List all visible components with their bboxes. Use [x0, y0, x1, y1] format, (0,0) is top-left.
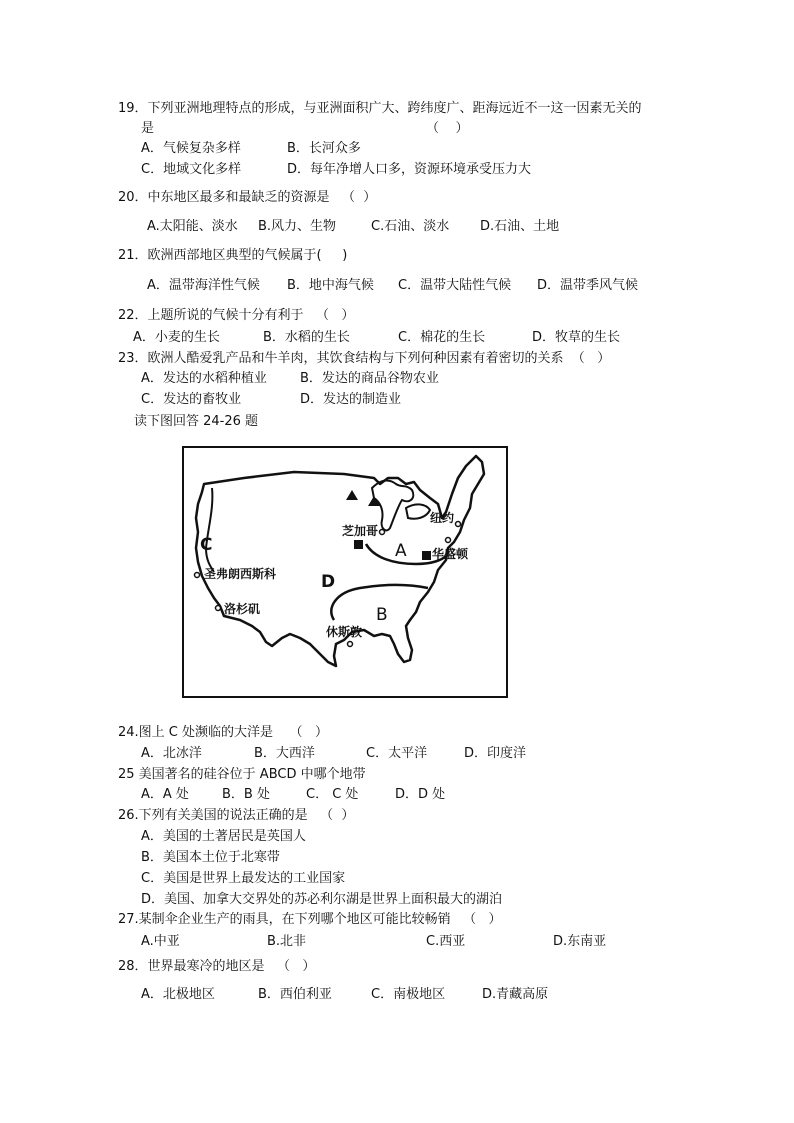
- q19-answer-paren: （ ）: [426, 121, 469, 136]
- q26-option-c: C．美国是世界上最发达的工业国家: [141, 871, 346, 886]
- houston-label: 休斯敦: [326, 625, 363, 639]
- q21-option-a: A．温带海洋性气候: [147, 278, 260, 293]
- lake-erie-outline: [406, 504, 430, 518]
- san-francisco-dot: [195, 573, 200, 578]
- q23-option-a: A．发达的水稻种植业: [141, 371, 267, 386]
- chicago-label: 芝加哥: [342, 524, 379, 538]
- q25-option-c: C． C 处: [306, 787, 359, 802]
- mine-triangle-1: [346, 490, 358, 500]
- q21-stem: 21．欧洲西部地区典型的气候属于( ): [118, 248, 348, 263]
- q22-stem: 22．上题所说的气候十分有利于 （ ）: [118, 308, 355, 323]
- q24-stem: 24.图上 C 处濒临的大洋是 （ ）: [118, 725, 328, 740]
- q21-option-d: D．温带季风气候: [537, 278, 639, 293]
- q20-option-b: B.风力、生物: [258, 219, 337, 234]
- q24-option-d: D．印度洋: [464, 746, 527, 761]
- industry-square-1: [354, 540, 363, 549]
- q27-option-d: D.东南亚: [553, 934, 607, 949]
- q23-stem: 23．欧洲人酷爱乳产品和牛羊肉，其饮食结构与下列何种因素有着密切的关系 （ ）: [118, 351, 611, 366]
- q22-option-d: D．牧草的生长: [532, 330, 621, 345]
- q28-option-c: C．南极地区: [371, 987, 446, 1002]
- west-mountain-line: [206, 488, 214, 572]
- q26-option-d: D．美国、加拿大交界处的苏必利尔湖是世界上面积最大的湖泊: [141, 892, 503, 907]
- los-angeles-label: 洛杉矶: [224, 602, 261, 616]
- region-c-label: C: [200, 535, 213, 555]
- q20-option-c: C.石油、淡水: [371, 219, 450, 234]
- q19-stem: 19．下列亚洲地理特点的形成，与亚洲面积广大、跨纬度广、距海远近不一这一因素无关的: [118, 101, 642, 116]
- q25-option-b: B．B 处: [222, 787, 270, 802]
- q22-option-b: B．水稻的生长: [263, 330, 350, 345]
- houston-dot: [348, 642, 353, 647]
- q21-option-b: B．地中海气候: [287, 278, 374, 293]
- q28-option-a: A．北极地区: [141, 987, 215, 1002]
- q19-option-b: B．长河众多: [287, 141, 361, 156]
- chicago-dot: [380, 530, 385, 535]
- new-york-dot: [456, 522, 461, 527]
- map-instruction: 读下图回答 24-26 题: [134, 414, 259, 429]
- q23-option-b: B．发达的商品谷物农业: [300, 371, 439, 386]
- q27-option-c: C.西亚: [426, 934, 466, 949]
- q24-option-c: C．太平洋: [366, 746, 428, 761]
- usa-map: [182, 446, 508, 698]
- q19-option-d: D．每年净增人口多，资源环境承受压力大: [287, 162, 532, 177]
- q24-option-a: A．北冰洋: [141, 746, 202, 761]
- q19-stem-cont: 是: [141, 121, 155, 136]
- q25-option-d: D．D 处: [395, 787, 446, 802]
- q28-stem: 28．世界最寒冷的地区是 （ ）: [118, 959, 316, 974]
- q22-option-c: C．棉花的生长: [398, 330, 486, 345]
- q27-option-a: A.中亚: [141, 934, 180, 949]
- q26-stem: 26.下列有关美国的说法正确的是 （ ）: [118, 808, 355, 823]
- q27-option-b: B.北非: [267, 934, 307, 949]
- q27-stem: 27.某制伞企业生产的雨具，在下列哪个地区可能比较畅销 （ ）: [118, 912, 502, 927]
- q21-option-c: C．温带大陆性气候: [398, 278, 512, 293]
- los-angeles-dot: [216, 606, 221, 611]
- q23-option-c: C．发达的畜牧业: [141, 392, 242, 407]
- washington-label: 华盛顿: [432, 547, 469, 561]
- san-francisco-label: 圣弗朗西斯科: [204, 567, 277, 581]
- q20-option-a: A.太阳能、淡水: [147, 219, 238, 234]
- region-a-label: A: [395, 541, 407, 561]
- q19-option-a: A．气候复杂多样: [141, 141, 241, 156]
- industry-square-2: [422, 551, 431, 560]
- q22-option-a: A．小麦的生长: [133, 330, 220, 345]
- q28-option-b: B．西伯利亚: [258, 987, 332, 1002]
- q26-option-a: A．美国的土著居民是英国人: [141, 829, 306, 844]
- new-york-label: 纽约: [430, 511, 455, 525]
- q19-option-c: C．地域文化多样: [141, 162, 242, 177]
- q20-stem: 20．中东地区最多和最缺乏的资源是 （ ）: [118, 190, 377, 205]
- q20-option-d: D.石油、土地: [480, 219, 560, 234]
- usa-map-drawing: [184, 448, 506, 696]
- q28-option-d: D.青藏高原: [482, 987, 549, 1002]
- washington-dot: [446, 538, 451, 543]
- q26-option-b: B．美国本土位于北寒带: [141, 850, 280, 865]
- q25-option-a: A．A 处: [141, 787, 189, 802]
- q23-option-d: D．发达的制造业: [300, 392, 402, 407]
- region-d-label: D: [321, 572, 336, 592]
- q24-option-b: B．大西洋: [254, 746, 315, 761]
- region-b-label: B: [376, 605, 388, 625]
- q25-stem: 25 美国著名的硅谷位于 ABCD 中哪个地带: [118, 767, 366, 782]
